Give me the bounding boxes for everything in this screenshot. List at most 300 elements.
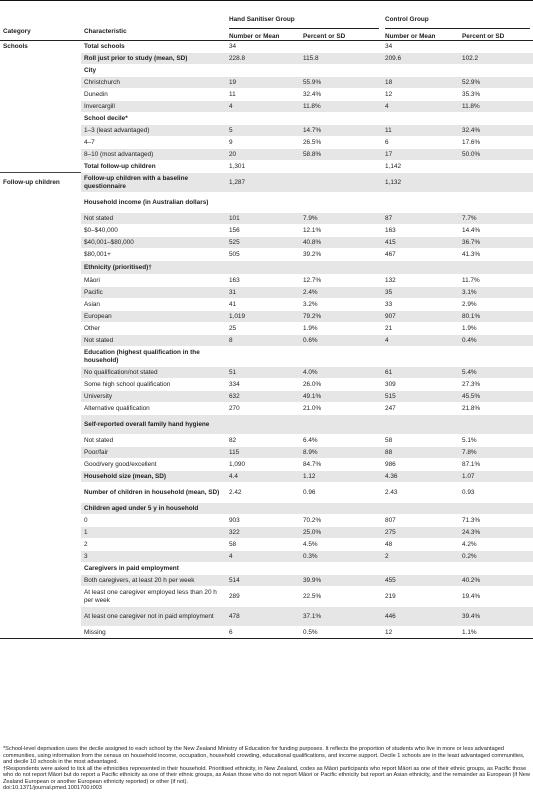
table-body: [0, 41, 533, 639]
row-g1-percent: 0.5%: [300, 627, 382, 639]
row-g1-percent: 7.9%: [300, 213, 382, 225]
row-g2-percent: [459, 563, 533, 575]
row-category: [0, 447, 81, 459]
row-characteristic: European: [81, 311, 226, 323]
row-characteristic: At least one caregiver not in paid employment: [81, 607, 226, 627]
row-g2-number: 455: [382, 575, 459, 587]
row-g2-percent: [459, 193, 533, 213]
row-g1-number: 289: [226, 587, 300, 607]
header-category: Category: [0, 1, 81, 41]
row-g2-number: 12: [382, 89, 459, 101]
row-category: [0, 483, 81, 503]
row-g1-percent: 0.6%: [300, 335, 382, 347]
row-g1-percent: 8.9%: [300, 447, 382, 459]
row-category: [0, 77, 81, 89]
row-g2-percent: 0.2%: [459, 551, 533, 563]
row-g2-percent: 5.1%: [459, 435, 533, 447]
row-g1-percent: 115.8: [300, 53, 382, 65]
table-row: [0, 403, 533, 415]
row-g2-percent: 45.5%: [459, 391, 533, 403]
row-g2-percent: [459, 161, 533, 173]
row-category: [0, 287, 81, 299]
row-characteristic: Household size (mean, SD): [81, 471, 226, 483]
row-g2-percent: [459, 41, 533, 53]
table-row: [0, 249, 533, 261]
table-row: [0, 161, 533, 173]
row-g1-number: 1,019: [226, 311, 300, 323]
row-g2-number: 209.6: [382, 53, 459, 65]
row-characteristic: Other: [81, 323, 226, 335]
row-characteristic: School decile*: [81, 113, 226, 125]
row-category: [0, 551, 81, 563]
row-g1-percent: [300, 113, 382, 125]
row-category: [0, 459, 81, 471]
row-g2-number: [382, 65, 459, 77]
row-category: [0, 113, 81, 125]
row-g1-number: 58: [226, 539, 300, 551]
row-g2-percent: 35.3%: [459, 89, 533, 101]
row-g1-number: 6: [226, 627, 300, 639]
table-row: [0, 125, 533, 137]
row-g1-percent: 26.5%: [300, 137, 382, 149]
row-g2-number: 807: [382, 515, 459, 527]
row-category: [0, 391, 81, 403]
table-row: [0, 299, 533, 311]
row-category: [0, 125, 81, 137]
row-characteristic: Not stated: [81, 213, 226, 225]
footnote-decile: *School-level deprivation uses the decile assigned to each school by the New Zealand Ministry of Education for funding purposes. It reflects the proportion of students who live in more or less advantaged communities, using information from the census on household income, occupation, household crowding, educational qualifications, and income support. Decile 1 schools are in the least advantaged communities, and decile 10 schools in the most advantaged.: [3, 746, 525, 765]
row-g2-number: 1,132: [382, 173, 459, 193]
row-g1-number: 514: [226, 575, 300, 587]
row-category: [0, 149, 81, 161]
table-row: [0, 311, 533, 323]
row-g2-number: [382, 415, 459, 435]
row-g1-percent: 26.0%: [300, 379, 382, 391]
row-g2-number: 21: [382, 323, 459, 335]
row-g1-number: 31: [226, 287, 300, 299]
row-category: [0, 89, 81, 101]
row-category: [0, 137, 81, 149]
row-category: [0, 161, 81, 173]
row-characteristic: Caregivers in paid employment: [81, 563, 226, 575]
row-g1-percent: [300, 261, 382, 275]
row-category: [0, 587, 81, 607]
row-g1-percent: 22.5%: [300, 587, 382, 607]
row-characteristic: Asian: [81, 299, 226, 311]
row-g2-number: 17: [382, 149, 459, 161]
table-row: [0, 213, 533, 225]
footnote-doi: doi:10.1371/journal.pmed.1001700.t003: [3, 785, 102, 791]
row-g2-number: 4: [382, 335, 459, 347]
row-g2-number: 247: [382, 403, 459, 415]
row-category: [0, 575, 81, 587]
row-g2-percent: 5.4%: [459, 367, 533, 379]
row-g1-number: 322: [226, 527, 300, 539]
row-characteristic: City: [81, 65, 226, 77]
row-g2-number: 88: [382, 447, 459, 459]
row-characteristic: Roll just prior to study (mean, SD): [81, 53, 226, 65]
header-characteristic: Characteristic: [81, 1, 226, 41]
row-g2-number: 219: [382, 587, 459, 607]
row-g2-number: 467: [382, 249, 459, 261]
row-g2-percent: [459, 113, 533, 125]
row-category: [0, 237, 81, 249]
table-row: [0, 323, 533, 335]
row-g1-percent: 39.9%: [300, 575, 382, 587]
table-row: [0, 391, 533, 403]
row-g1-percent: 21.0%: [300, 403, 382, 415]
row-g1-number: 20: [226, 149, 300, 161]
row-g2-number: 58: [382, 435, 459, 447]
row-category: Schools: [3, 43, 28, 51]
row-g2-percent: 87.1%: [459, 459, 533, 471]
table-footnotes: [3, 746, 530, 792]
table-row: [0, 173, 533, 193]
row-category: [0, 367, 81, 379]
row-g1-number: 163: [226, 275, 300, 287]
row-characteristic: Children aged under 5 y in household: [81, 503, 226, 515]
row-g2-number: 907: [382, 311, 459, 323]
row-g1-number: 41: [226, 299, 300, 311]
row-g1-percent: 4.5%: [300, 539, 382, 551]
row-characteristic: 1–3 (least advantaged): [81, 125, 226, 137]
row-g2-number: 415: [382, 237, 459, 249]
row-g1-number: 270: [226, 403, 300, 415]
row-g1-percent: 25.0%: [300, 527, 382, 539]
row-category: [0, 435, 81, 447]
row-g2-percent: 3.1%: [459, 287, 533, 299]
row-characteristic: Total schools: [81, 41, 226, 53]
row-g1-percent: 49.1%: [300, 391, 382, 403]
header-g2-number: Number or Mean: [385, 32, 436, 40]
row-g1-number: 34: [226, 41, 300, 53]
header-g1-number: Number or Mean: [229, 32, 280, 40]
row-category: [0, 323, 81, 335]
table-row: [0, 551, 533, 563]
row-characteristic: Household income (in Australian dollars): [81, 193, 226, 213]
row-g1-percent: 14.7%: [300, 125, 382, 137]
row-g2-number: [382, 261, 459, 275]
row-category: [0, 299, 81, 311]
table-row: [0, 527, 533, 539]
row-characteristic: Missing: [81, 627, 226, 639]
row-g1-percent: 0.3%: [300, 551, 382, 563]
row-category: [0, 335, 81, 347]
table-row: [0, 237, 533, 249]
row-g1-number: 4: [226, 551, 300, 563]
row-g1-number: 8: [226, 335, 300, 347]
row-g2-percent: [459, 347, 533, 367]
row-characteristic: 4–7: [81, 137, 226, 149]
row-g2-percent: 41.3%: [459, 249, 533, 261]
row-g1-number: 478: [226, 607, 300, 627]
row-g1-percent: 6.4%: [300, 435, 382, 447]
row-g1-percent: [300, 65, 382, 77]
row-g1-number: 2.42: [226, 483, 300, 503]
row-g2-percent: [459, 65, 533, 77]
table-row: [0, 415, 533, 435]
row-category: [0, 53, 81, 65]
row-category: [0, 503, 81, 515]
row-g2-percent: 102.2: [459, 53, 533, 65]
row-g1-number: 1,287: [226, 173, 300, 193]
row-g2-percent: 80.1%: [459, 311, 533, 323]
row-g1-number: 156: [226, 225, 300, 237]
header-g2-percent: Percent or SD: [462, 32, 505, 40]
row-g1-percent: [300, 173, 382, 193]
row-category: [0, 471, 81, 483]
row-category: [0, 515, 81, 527]
row-g1-percent: [300, 415, 382, 435]
row-g1-number: 4: [226, 101, 300, 113]
table-row: [0, 367, 533, 379]
row-g1-number: 11: [226, 89, 300, 101]
row-characteristic: 0: [81, 515, 226, 527]
row-g1-number: 228.8: [226, 53, 300, 65]
row-g2-number: 446: [382, 607, 459, 627]
row-g2-number: 87: [382, 213, 459, 225]
table-row: [0, 627, 533, 639]
row-g2-percent: 39.4%: [459, 607, 533, 627]
row-g2-number: 4: [382, 101, 459, 113]
row-characteristic: Total follow-up children: [81, 161, 226, 173]
row-g2-number: 1,142: [382, 161, 459, 173]
row-category: [0, 311, 81, 323]
row-g1-percent: [300, 503, 382, 515]
row-g1-number: 1,301: [226, 161, 300, 173]
row-g2-number: [382, 113, 459, 125]
row-g1-percent: 2.4%: [300, 287, 382, 299]
row-characteristic: Poor/fair: [81, 447, 226, 459]
row-characteristic: No qualification/not stated: [81, 367, 226, 379]
row-characteristic: 3: [81, 551, 226, 563]
row-g1-number: 1,090: [226, 459, 300, 471]
table-row: [0, 113, 533, 125]
table-row: [0, 287, 533, 299]
header-group2-label: Control Group: [385, 16, 530, 28]
table-row: [0, 587, 533, 607]
table-row: [0, 225, 533, 237]
row-g2-number: 2.43: [382, 483, 459, 503]
row-g2-percent: 7.7%: [459, 213, 533, 225]
row-g1-number: 525: [226, 237, 300, 249]
row-g2-percent: 36.7%: [459, 237, 533, 249]
row-g1-percent: 58.8%: [300, 149, 382, 161]
table-row: [0, 563, 533, 575]
row-g1-number: 4.4: [226, 471, 300, 483]
row-g1-number: 101: [226, 213, 300, 225]
table-row: [0, 607, 533, 627]
table-row: [0, 347, 533, 367]
row-g2-percent: 52.9%: [459, 77, 533, 89]
table-row: [0, 459, 533, 471]
row-g1-percent: 4.0%: [300, 367, 382, 379]
row-g2-percent: 40.2%: [459, 575, 533, 587]
row-g1-percent: 1.12: [300, 471, 382, 483]
row-g2-percent: 50.0%: [459, 149, 533, 161]
row-characteristic: Number of children in household (mean, SD): [81, 483, 226, 503]
row-characteristic: 8–10 (most advantaged): [81, 149, 226, 161]
row-category: [0, 627, 81, 639]
row-g2-percent: 0.93: [459, 483, 533, 503]
row-characteristic: Not stated: [81, 435, 226, 447]
row-g1-percent: [300, 347, 382, 367]
row-characteristic: Dunedin: [81, 89, 226, 101]
row-characteristic: 1: [81, 527, 226, 539]
row-g1-number: 25: [226, 323, 300, 335]
row-category: [0, 101, 81, 113]
row-g2-number: 4.36: [382, 471, 459, 483]
row-g1-percent: 55.9%: [300, 77, 382, 89]
row-category: Follow-up children: [0, 173, 81, 193]
row-g1-number: 19: [226, 77, 300, 89]
row-g2-number: 48: [382, 539, 459, 551]
row-g1-number: [226, 503, 300, 515]
table-row: [0, 149, 533, 161]
row-g2-percent: 14.4%: [459, 225, 533, 237]
row-g2-percent: [459, 503, 533, 515]
header-group2-subcols: [385, 33, 530, 40]
row-g1-percent: 37.1%: [300, 607, 382, 627]
row-g1-number: 903: [226, 515, 300, 527]
row-g2-number: 309: [382, 379, 459, 391]
row-g1-number: [226, 415, 300, 435]
row-g2-percent: [459, 415, 533, 435]
table-row: [0, 261, 533, 275]
table-row: [0, 335, 533, 347]
row-g1-number: 82: [226, 435, 300, 447]
row-g2-number: 11: [382, 125, 459, 137]
row-g1-number: 632: [226, 391, 300, 403]
row-g2-number: 35: [382, 287, 459, 299]
row-characteristic: Christchurch: [81, 77, 226, 89]
row-g2-percent: 19.4%: [459, 587, 533, 607]
row-g1-percent: [300, 563, 382, 575]
row-category: [0, 65, 81, 77]
row-g2-number: 34: [382, 41, 459, 53]
row-g2-number: [382, 347, 459, 367]
row-g2-percent: 32.4%: [459, 125, 533, 137]
row-g2-number: 12: [382, 627, 459, 639]
header-row: [0, 1, 533, 41]
row-g1-number: 334: [226, 379, 300, 391]
row-g2-percent: 1.07: [459, 471, 533, 483]
row-g2-number: 33: [382, 299, 459, 311]
row-g1-percent: 70.2%: [300, 515, 382, 527]
row-category: [0, 347, 81, 367]
row-g1-percent: 0.96: [300, 483, 382, 503]
table-row: [0, 65, 533, 77]
row-characteristic: At least one caregiver employed less than 20 h per week: [81, 587, 226, 607]
row-characteristic: Good/very good/excellent: [81, 459, 226, 471]
row-g2-number: 61: [382, 367, 459, 379]
row-g2-percent: 21.8%: [459, 403, 533, 415]
table-row: [0, 515, 533, 527]
row-g1-number: [226, 261, 300, 275]
table-row: [0, 503, 533, 515]
row-g2-percent: 27.3%: [459, 379, 533, 391]
table-row: [0, 483, 533, 503]
table-row: [0, 89, 533, 101]
row-g2-percent: 71.3%: [459, 515, 533, 527]
row-characteristic: Invercargill: [81, 101, 226, 113]
row-g1-number: 115: [226, 447, 300, 459]
row-g2-number: 6: [382, 137, 459, 149]
row-characteristic: Māori: [81, 275, 226, 287]
row-category: [0, 225, 81, 237]
header-g1-percent: Percent or SD: [303, 32, 346, 40]
row-g2-percent: [459, 261, 533, 275]
row-g2-number: 515: [382, 391, 459, 403]
header-group1-subcols: [229, 33, 379, 40]
footnote-ethnicity: †Respondents were asked to tick all the ethnicities represented in their household. Prioritised ethnicity, in New Zealand, codes as Māori participants who report Māori as one of their ethnic groups, as Pacific those who do not report Māori but do report a Pacific ethnicity as one of their ethnic groups, as Asian those who do not report Māori or Pacific ethnicity but report an Asian ethnicity, and the remainder as European (if New Zealand European or another European ethnicity reported) or other (if not).: [3, 765, 530, 785]
row-characteristic: Both caregivers, at least 20 h per week: [81, 575, 226, 587]
row-g2-percent: 7.8%: [459, 447, 533, 459]
row-g1-number: [226, 347, 300, 367]
row-characteristic: Not stated: [81, 335, 226, 347]
row-g1-number: [226, 193, 300, 213]
row-characteristic: $40,001–$80,000: [81, 237, 226, 249]
row-g2-percent: [459, 173, 533, 193]
row-characteristic: University: [81, 391, 226, 403]
row-g2-percent: 24.3%: [459, 527, 533, 539]
row-category: [0, 275, 81, 287]
row-g1-percent: 79.2%: [300, 311, 382, 323]
row-g2-percent: 17.6%: [459, 137, 533, 149]
row-category: [0, 261, 81, 275]
row-g2-number: 132: [382, 275, 459, 287]
row-g2-percent: 1.9%: [459, 323, 533, 335]
row-category: [0, 379, 81, 391]
table-row: [0, 77, 533, 89]
row-category: [0, 249, 81, 261]
row-category: [0, 539, 81, 551]
row-category: [0, 527, 81, 539]
row-g2-number: 986: [382, 459, 459, 471]
row-characteristic: Some high school qualification: [81, 379, 226, 391]
header-control-group: [382, 1, 533, 41]
row-category: [0, 403, 81, 415]
row-g2-percent: 11.7%: [459, 275, 533, 287]
row-characteristic: $0–$40,000: [81, 225, 226, 237]
row-g1-percent: 39.2%: [300, 249, 382, 261]
row-g1-number: 5: [226, 125, 300, 137]
table-row: [0, 435, 533, 447]
row-g1-percent: 3.2%: [300, 299, 382, 311]
row-g2-number: [382, 503, 459, 515]
row-g1-number: 505: [226, 249, 300, 261]
row-g1-number: 9: [226, 137, 300, 149]
row-category: [0, 213, 81, 225]
row-category: [0, 563, 81, 575]
row-g2-number: 275: [382, 527, 459, 539]
row-g1-percent: 1.9%: [300, 323, 382, 335]
header-group1-label: Hand Sanitiser Group: [229, 16, 379, 28]
header-hand-sanitiser-group: [226, 1, 382, 41]
row-g2-number: 2: [382, 551, 459, 563]
row-g1-percent: 84.7%: [300, 459, 382, 471]
row-characteristic: 2: [81, 539, 226, 551]
row-g2-number: [382, 193, 459, 213]
row-characteristic: $80,001+: [81, 249, 226, 261]
row-characteristic: Follow-up children with a baseline questionnaire: [81, 173, 226, 193]
table-row: [0, 575, 533, 587]
row-g2-number: 18: [382, 77, 459, 89]
row-characteristic: Self-reported overall family hand hygiene: [81, 415, 226, 435]
row-g1-number: [226, 563, 300, 575]
row-g2-percent: 4.2%: [459, 539, 533, 551]
row-g1-percent: 11.8%: [300, 101, 382, 113]
